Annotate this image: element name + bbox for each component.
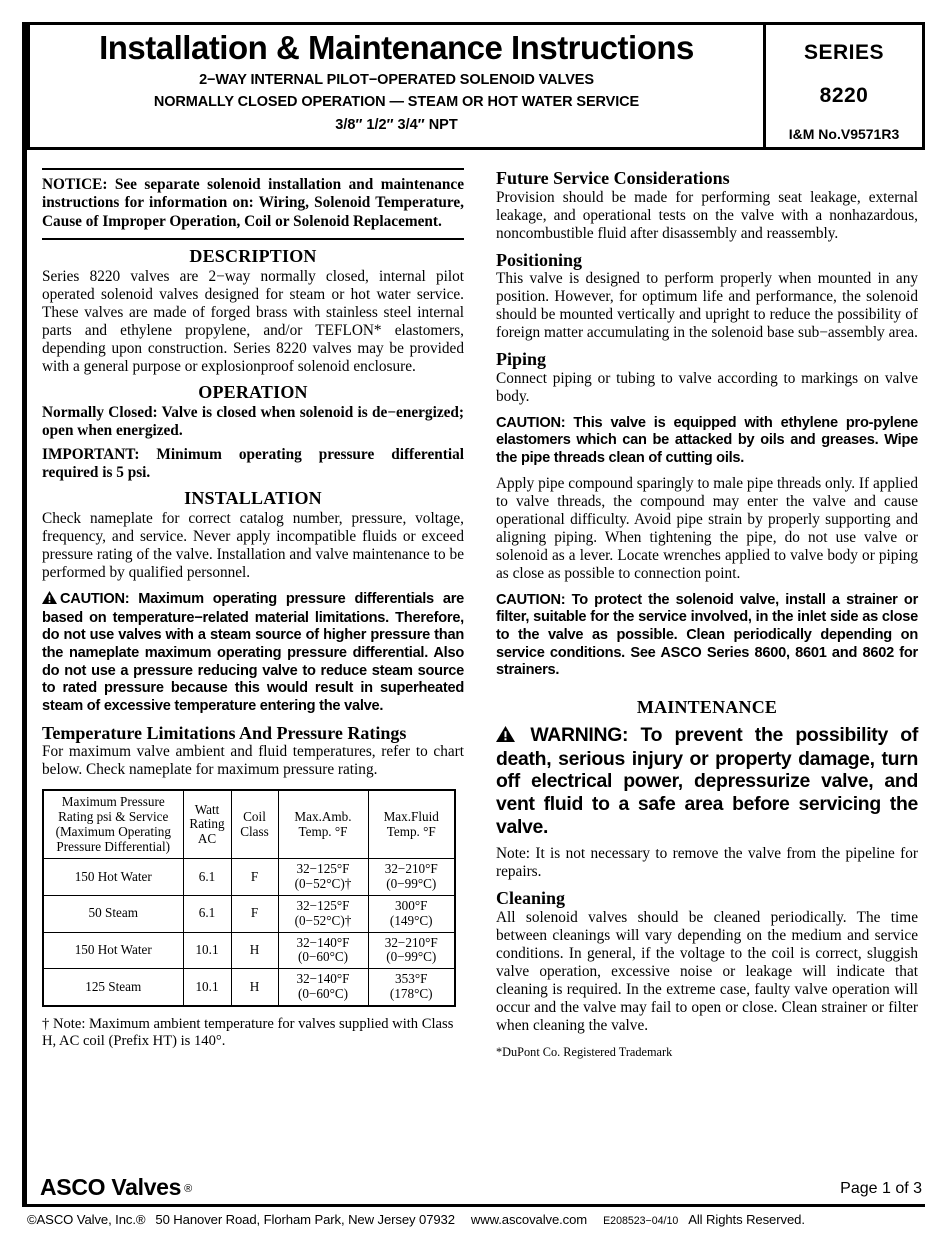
piping-body: Connect piping or tubing to valve according to markings on valve body. <box>496 369 918 405</box>
left-column <box>42 168 464 1050</box>
cell-amb <box>278 932 368 969</box>
future-service-heading: Future Service Considerations <box>496 168 730 188</box>
warning-triangle-icon <box>42 591 57 610</box>
pipe-compound-body: Apply pipe compound sparingly to male pipe threads only. If applied to valve threads, the compound may enter the valve and cause operational difficulty. Avoid pipe strain by properly supporting and aligning piping. When tightening the pipe, do not use valve or solenoid as a lever. Locate wrenches applied to valve body or piping as close as possible to connection point. <box>496 474 918 582</box>
cell-amb <box>278 859 368 896</box>
hdr-line: Maximum Pressure <box>61 794 165 810</box>
hdr-line: Pressure Differential) <box>56 838 171 854</box>
cell-amb-c: (0−60°C) <box>297 949 349 965</box>
table-header-fluid <box>368 790 455 859</box>
header-subtitle-1: 2−WAY INTERNAL PILOT−OPERATED SOLENOID VALVES <box>199 71 594 88</box>
notice-top-rule <box>42 168 464 170</box>
hdr-line: Coil <box>243 809 266 825</box>
page-title: Installation & Maintenance Instructions <box>99 29 694 66</box>
cell-fluid <box>368 969 455 1006</box>
cell-service: 150 Hot Water <box>43 932 183 969</box>
maintenance-heading: MAINTENANCE <box>636 696 778 717</box>
future-service-body: Provision should be made for performing seat leakage, external leakage, and operational tests on the valve with a nonhazardous, noncombustible fluid after disassembly and reassembly. <box>496 188 918 242</box>
cell-amb-c: (0−60°C) <box>297 985 349 1001</box>
hdr-line: Class <box>240 823 269 839</box>
cell-service: 50 Steam <box>43 896 183 933</box>
hdr-line: Max.Fluid <box>383 809 439 825</box>
table-header-coil <box>231 790 278 859</box>
cell-watt: 10.1 <box>183 932 231 969</box>
document-header <box>27 22 925 150</box>
right-column <box>496 168 918 1060</box>
positioning-heading: Positioning <box>496 249 583 270</box>
cleaning-heading: Cleaning <box>496 888 566 909</box>
note-body: Note: It is not necessary to remove the valve from the pipeline for repairs. <box>496 845 918 881</box>
footer-address: 50 Hanover Road, Florham Park, New Jersey 07932 <box>155 1212 455 1227</box>
important-body: IMPORTANT: Minimum operating pressure differential required is 5 psi. <box>42 445 464 481</box>
series-number: 8220 <box>819 84 869 107</box>
cell-watt: 10.1 <box>183 969 231 1006</box>
caution-strainer-text: CAUTION: To protect the solenoid valve, install a strainer or filter, suitable for the service involved, in the inlet side as close to the valve as possible. Clean periodically depending on service conditions. See ASCO Series 8600, 8601 and 8602 for strainers. <box>496 591 918 679</box>
table-footnote: † Note: Maximum ambient temperature for valves supplied with Class H, AC coil (Prefix HT) is 140°. <box>42 1015 454 1049</box>
ratings-table <box>42 789 456 1006</box>
hdr-line: Temp. °F <box>298 823 348 839</box>
footer-doc-code: E208523−04/10 <box>603 1215 679 1227</box>
caution-elastomers-text: CAUTION: This valve is equipped with ethylene pro-pylene elastomers which can be attacked by oils and greases. Wipe the pipe threads clean of cutting oils. <box>496 414 918 467</box>
cell-service: 125 Steam <box>43 969 183 1006</box>
table-row <box>43 896 455 933</box>
warning-block <box>496 724 918 839</box>
header-subtitle-2: NORMALLY CLOSED OPERATION — STEAM OR HOT WATER SERVICE <box>153 93 640 110</box>
piping-heading: Piping <box>496 349 547 370</box>
warning-text: WARNING: To prevent the possibility of death, serious injury or property damage, turn off electrical power, depressurize valve, and vent fluid to a safe area before servicing the valve. <box>496 723 918 838</box>
cell-coil: F <box>231 859 278 896</box>
description-heading: DESCRIPTION <box>189 246 317 267</box>
hdr-line: Watt <box>194 801 220 817</box>
cell-fluid <box>368 859 455 896</box>
footer-brand-name: ASCO Valves <box>40 1174 182 1200</box>
cell-fluid-c: (149°C) <box>389 912 433 928</box>
cell-amb-f: 32−140°F <box>296 934 350 950</box>
cell-coil: H <box>231 932 278 969</box>
series-label: SERIES <box>803 41 885 64</box>
table-header-watt <box>183 790 231 859</box>
cell-coil: F <box>231 896 278 933</box>
description-body: Series 8220 valves are 2−way normally closed, internal pilot operated solenoid valves designed for steam or hot water service. These valves are made of forged brass with stainless steel internal parts and ethylene propylene, and/or TEFLON* elastomers, depending upon construction. Series 8220 valves may be provided with a general purpose or explosionproof solenoid enclosure. <box>42 268 464 375</box>
hdr-line: Max.Amb. <box>294 809 352 825</box>
operation-body: Normally Closed: Valve is closed when solenoid is de−energized; open when energized. <box>42 403 464 440</box>
registered-icon: ® <box>184 1183 192 1195</box>
temperature-limitations-heading: Temperature Limitations And Pressure Ratings <box>42 722 407 743</box>
cell-watt: 6.1 <box>183 859 231 896</box>
table-row <box>43 859 455 896</box>
cell-amb-c: (0−52°C)† <box>294 912 352 928</box>
cell-fluid-f: 32−210°F <box>384 934 438 950</box>
cell-amb <box>278 969 368 1006</box>
footer-brand <box>40 1174 192 1201</box>
im-number: I&M No.V9571R3 <box>788 126 900 142</box>
footer-rights: All Rights Reserved. <box>688 1212 805 1227</box>
page-left-rule <box>22 22 27 1207</box>
cell-amb-f: 32−140°F <box>296 971 350 987</box>
cell-coil: H <box>231 969 278 1006</box>
hdr-line: AC <box>197 831 217 847</box>
page-number: Page 1 of 3 <box>840 1180 922 1197</box>
cell-fluid <box>368 896 455 933</box>
temperature-limitations-body: For maximum valve ambient and fluid temperatures, refer to chart below. Check nameplate for maximum pressure rating. <box>42 743 464 779</box>
cell-amb <box>278 896 368 933</box>
positioning-body: This valve is designed to perform properly when mounted in any position. However, for optimum life and performance, the solenoid should be mounted vertically and upright to reduce the possibility of foreign matter accumulating in the solenoid base sub−assembly area. <box>496 270 918 342</box>
footer-website[interactable]: www.ascovalve.com <box>470 1212 588 1227</box>
footer-legal-line <box>27 1212 925 1227</box>
trademark-note: *DuPont Co. Registered Trademark <box>496 1044 673 1059</box>
warning-triangle-icon <box>496 725 515 748</box>
table-header-service <box>43 790 183 859</box>
header-series-block <box>766 25 922 147</box>
cell-amb-f: 32−125°F <box>296 861 350 877</box>
notice-bottom-rule <box>42 238 464 240</box>
table-header-row <box>43 790 455 859</box>
hdr-line: Rating psi & Service <box>58 809 169 825</box>
cell-amb-f: 32−125°F <box>296 898 350 913</box>
cell-fluid-f: 300°F <box>395 898 428 913</box>
caution-pressure-block <box>42 591 464 716</box>
hdr-line: Temp. °F <box>386 823 436 839</box>
header-subtitle-3: 3/8″ 1/2″ 3/4″ NPT <box>335 116 458 133</box>
footer-rule <box>27 1204 925 1207</box>
hdr-line: (Maximum Operating <box>55 823 171 839</box>
footer-company: ©ASCO Valve, Inc.® <box>27 1212 146 1227</box>
cell-fluid-f: 353°F <box>395 971 428 987</box>
cell-fluid-c: (178°C) <box>389 985 433 1001</box>
table-row <box>43 932 455 969</box>
notice-text: NOTICE: See separate solenoid installation and maintenance instructions for information on: Wiring, Solenoid Temperature, Cause of Improper Operation, Coil or Solenoid Replacement. <box>42 176 464 230</box>
cell-service: 150 Hot Water <box>43 859 183 896</box>
cell-fluid <box>368 932 455 969</box>
cell-watt: 6.1 <box>183 896 231 933</box>
installation-body: Check nameplate for correct catalog number, pressure, voltage, frequency, and service. Never apply incompatible fluids or exceed pressure rating of the valve. Installation and valve maintenance to be performed by qualified personnel. <box>42 510 464 582</box>
caution-pressure-text: CAUTION: Maximum operating pressure differentials are based on temperature−related material limitations. Therefore, do not use valves with a steam source of higher pressure than the nameplate maximum operating pressure differential. Also do not use a pressure reducing valve to reduce steam source to rated pressure because this would result in superheated steam of excessive temperature entering the valve. <box>42 591 464 715</box>
header-title-block <box>30 25 766 147</box>
cell-fluid-c: (0−99°C) <box>386 876 437 892</box>
cell-fluid-f: 32−210°F <box>384 861 438 877</box>
operation-heading: OPERATION <box>198 381 308 402</box>
cleaning-body: All solenoid valves should be cleaned periodically. The time between cleanings will vary depending on the medium and service conditions. In general, if the voltage to the coil is correct, sluggish valve operation, excessive noise or leakage will indicate that cleaning is required. In the extreme case, faulty valve operation will occur and the valve may fail to open or close. Clean strainer or filter when cleaning the valve. <box>496 908 918 1034</box>
table-row <box>43 969 455 1006</box>
cell-amb-c: (0−52°C)† <box>294 876 352 892</box>
installation-heading: INSTALLATION <box>184 488 322 509</box>
table-header-amb <box>278 790 368 859</box>
hdr-line: Rating <box>189 816 225 832</box>
cell-fluid-c: (0−99°C) <box>386 949 437 965</box>
